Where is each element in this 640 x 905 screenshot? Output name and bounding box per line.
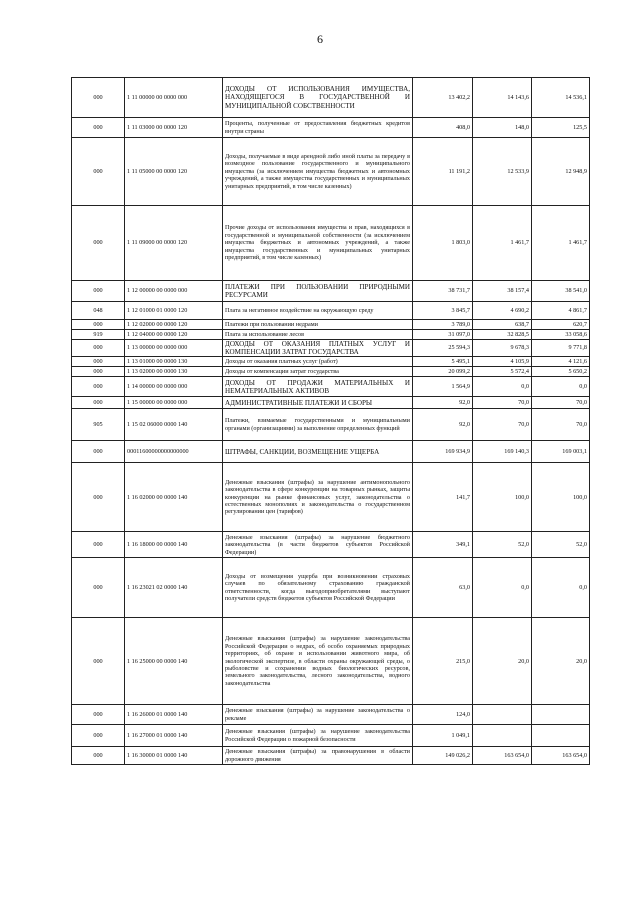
amount-year3-cell: 4 861,7 bbox=[532, 302, 590, 320]
amount-year1-cell: 149 026,2 bbox=[413, 747, 473, 765]
revenue-name-cell: ПЛАТЕЖИ ПРИ ПОЛЬЗОВАНИИ ПРИРОДНЫМИ РЕСУРСАМИ bbox=[223, 281, 413, 302]
amount-year2-cell: 70,0 bbox=[473, 397, 532, 409]
admin-code-cell: 000 bbox=[72, 367, 125, 377]
amount-year2-cell: 38 157,4 bbox=[473, 281, 532, 302]
table-row bbox=[72, 618, 590, 705]
amount-year2-cell: 169 140,3 bbox=[473, 441, 532, 463]
budget-code-cell: 1 15 00000 00 0000 000 bbox=[125, 397, 223, 409]
budget-code-cell: 1 13 02000 00 0000 130 bbox=[125, 367, 223, 377]
amount-year3-cell: 4 121,6 bbox=[532, 357, 590, 367]
amount-year1-cell: 92,0 bbox=[413, 409, 473, 441]
table-row bbox=[72, 532, 590, 558]
amount-year1-cell: 38 731,7 bbox=[413, 281, 473, 302]
amount-year3-cell: 38 541,0 bbox=[532, 281, 590, 302]
amount-year2-cell bbox=[473, 725, 532, 747]
budget-code-cell: 1 13 01000 00 0000 130 bbox=[125, 357, 223, 367]
budget-code-cell: 1 12 01000 01 0000 120 bbox=[125, 302, 223, 320]
amount-year2-cell: 4 690,2 bbox=[473, 302, 532, 320]
amount-year1-cell: 1 564,9 bbox=[413, 377, 473, 397]
budget-code-cell: 1 15 02 06000 0000 140 bbox=[125, 409, 223, 441]
budget-code-cell: 1 16 02000 00 0000 140 bbox=[125, 463, 223, 532]
revenue-name-cell: АДМИНИСТРАТИВНЫЕ ПЛАТЕЖИ И СБОРЫ bbox=[223, 397, 413, 409]
budget-code-cell: 1 16 30000 01 0000 140 bbox=[125, 747, 223, 765]
budget-code-cell: 1 11 05000 00 0000 120 bbox=[125, 138, 223, 206]
table-row bbox=[72, 78, 590, 118]
amount-year3-cell: 163 654,0 bbox=[532, 747, 590, 765]
revenue-name-cell: ДОХОДЫ ОТ ОКАЗАНИЯ ПЛАТНЫХ УСЛУГ И КОМПЕНСАЦИИ ЗАТРАТ ГОСУДАРСТВА bbox=[223, 340, 413, 357]
admin-code-cell: 000 bbox=[72, 78, 125, 118]
amount-year2-cell: 4 105,9 bbox=[473, 357, 532, 367]
table-row bbox=[72, 320, 590, 330]
admin-code-cell: 905 bbox=[72, 409, 125, 441]
amount-year2-cell: 20,0 bbox=[473, 618, 532, 705]
amount-year2-cell: 0,0 bbox=[473, 558, 532, 618]
revenue-name-cell: Доходы от компенсации затрат государства bbox=[223, 367, 413, 377]
table-row bbox=[72, 558, 590, 618]
admin-code-cell: 000 bbox=[72, 340, 125, 357]
admin-code-cell: 919 bbox=[72, 330, 125, 340]
amount-year2-cell: 638,7 bbox=[473, 320, 532, 330]
admin-code-cell: 000 bbox=[72, 397, 125, 409]
table-row bbox=[72, 747, 590, 765]
amount-year2-cell: 32 828,5 bbox=[473, 330, 532, 340]
amount-year1-cell: 3 845,7 bbox=[413, 302, 473, 320]
admin-code-cell: 000 bbox=[72, 618, 125, 705]
budget-code-cell: 1 11 09000 00 0000 120 bbox=[125, 206, 223, 281]
amount-year2-cell: 9 678,3 bbox=[473, 340, 532, 357]
revenue-name-cell: Прочие доходы от использования имущества и прав, находящихся в государственной и муниципальной собственности (за исключением имущества бюджетных и автономных учреждений, а также имущества государственных и муниципальных унитарных предприятий, в том числе казенных) bbox=[223, 206, 413, 281]
amount-year2-cell: 70,0 bbox=[473, 409, 532, 441]
budget-code-cell: 00011600000000000000 bbox=[125, 441, 223, 463]
table-row bbox=[72, 118, 590, 138]
amount-year2-cell: 100,0 bbox=[473, 463, 532, 532]
amount-year2-cell: 1 461,7 bbox=[473, 206, 532, 281]
table-row bbox=[72, 138, 590, 206]
admin-code-cell: 000 bbox=[72, 118, 125, 138]
amount-year3-cell: 12 948,9 bbox=[532, 138, 590, 206]
amount-year1-cell: 215,0 bbox=[413, 618, 473, 705]
amount-year3-cell: 9 771,8 bbox=[532, 340, 590, 357]
budget-code-cell: 1 11 00000 00 0000 000 bbox=[125, 78, 223, 118]
amount-year2-cell: 0,0 bbox=[473, 377, 532, 397]
amount-year1-cell: 31 097,0 bbox=[413, 330, 473, 340]
table-row bbox=[72, 463, 590, 532]
table-row bbox=[72, 367, 590, 377]
admin-code-cell: 000 bbox=[72, 441, 125, 463]
table-row bbox=[72, 725, 590, 747]
amount-year3-cell: 5 650,2 bbox=[532, 367, 590, 377]
amount-year3-cell: 14 536,1 bbox=[532, 78, 590, 118]
amount-year2-cell: 148,0 bbox=[473, 118, 532, 138]
amount-year2-cell: 5 572,4 bbox=[473, 367, 532, 377]
budget-code-cell: 1 16 18000 00 0000 140 bbox=[125, 532, 223, 558]
revenue-name-cell: Платежи при пользовании недрами bbox=[223, 320, 413, 330]
amount-year1-cell: 1 803,0 bbox=[413, 206, 473, 281]
table-row bbox=[72, 397, 590, 409]
table-row bbox=[72, 281, 590, 302]
amount-year2-cell: 52,0 bbox=[473, 532, 532, 558]
amount-year3-cell: 125,5 bbox=[532, 118, 590, 138]
table-row bbox=[72, 340, 590, 357]
budget-code-cell: 1 16 25000 00 0000 140 bbox=[125, 618, 223, 705]
amount-year3-cell: 20,0 bbox=[532, 618, 590, 705]
admin-code-cell: 000 bbox=[72, 705, 125, 725]
table-row bbox=[72, 330, 590, 340]
budget-code-cell: 1 11 03000 00 0000 120 bbox=[125, 118, 223, 138]
amount-year1-cell: 11 191,2 bbox=[413, 138, 473, 206]
amount-year3-cell bbox=[532, 705, 590, 725]
budget-code-cell: 1 16 23021 02 0000 140 bbox=[125, 558, 223, 618]
amount-year1-cell: 25 594,3 bbox=[413, 340, 473, 357]
amount-year1-cell: 13 402,2 bbox=[413, 78, 473, 118]
revenue-name-cell: Плата за использование лесов bbox=[223, 330, 413, 340]
admin-code-cell: 000 bbox=[72, 463, 125, 532]
budget-code-cell: 1 12 04000 00 0000 120 bbox=[125, 330, 223, 340]
revenue-name-cell: Денежные взыскания (штрафы) за нарушение бюджетного законодательства (в части бюджетов субъектов Российской Федерации) bbox=[223, 532, 413, 558]
amount-year1-cell: 20 099,2 bbox=[413, 367, 473, 377]
amount-year3-cell: 620,7 bbox=[532, 320, 590, 330]
amount-year3-cell: 1 461,7 bbox=[532, 206, 590, 281]
amount-year3-cell: 169 003,1 bbox=[532, 441, 590, 463]
amount-year1-cell: 141,7 bbox=[413, 463, 473, 532]
table-row bbox=[72, 409, 590, 441]
revenue-name-cell: Денежные взыскания (штрафы) за нарушение законодательства о рекламе bbox=[223, 705, 413, 725]
amount-year3-cell: 100,0 bbox=[532, 463, 590, 532]
amount-year1-cell: 1 049,1 bbox=[413, 725, 473, 747]
revenue-name-cell: ДОХОДЫ ОТ ПРОДАЖИ МАТЕРИАЛЬНЫХ И НЕМАТЕРИАЛЬНЫХ АКТИВОВ bbox=[223, 377, 413, 397]
amount-year2-cell: 163 654,0 bbox=[473, 747, 532, 765]
revenue-name-cell: Денежные взыскания (штрафы) за нарушение законодательства Российской Федерации о недрах, об особо охраняемых природных территориях, об охране и использовании животного мира, об экологической экспертизе, в области охраны окружающей среды, о рыболовстве и сохранении водных биологических ресурсов, земельного законодательства, лесного законодательства, водного законодательства bbox=[223, 618, 413, 705]
revenue-name-cell: Доходы, получаемые в виде арендной либо иной платы за передачу в возмездное пользование государственного и муниципального имущества (за исключением имущества бюджетных и автономных учреждений, а также имущества государственных и муниципальных унитарных предприятий, в том числе казенных) bbox=[223, 138, 413, 206]
table-row bbox=[72, 302, 590, 320]
revenue-name-cell: ШТРАФЫ, САНКЦИИ, ВОЗМЕЩЕНИЕ УЩЕРБА bbox=[223, 441, 413, 463]
revenue-table bbox=[71, 77, 590, 765]
revenue-name-cell: Денежные взыскания (штрафы) за правонарушения в области дорожного движения bbox=[223, 747, 413, 765]
table-row bbox=[72, 441, 590, 463]
budget-code-cell: 1 16 26000 01 0000 140 bbox=[125, 705, 223, 725]
budget-code-cell: 1 12 00000 00 0000 000 bbox=[125, 281, 223, 302]
amount-year3-cell: 52,0 bbox=[532, 532, 590, 558]
amount-year1-cell: 124,0 bbox=[413, 705, 473, 725]
admin-code-cell: 000 bbox=[72, 747, 125, 765]
admin-code-cell: 000 bbox=[72, 320, 125, 330]
amount-year2-cell: 12 533,9 bbox=[473, 138, 532, 206]
amount-year3-cell: 0,0 bbox=[532, 377, 590, 397]
amount-year1-cell: 3 789,0 bbox=[413, 320, 473, 330]
amount-year2-cell: 14 143,6 bbox=[473, 78, 532, 118]
amount-year1-cell: 169 934,9 bbox=[413, 441, 473, 463]
admin-code-cell: 000 bbox=[72, 206, 125, 281]
amount-year3-cell: 70,0 bbox=[532, 409, 590, 441]
budget-code-cell: 1 12 02000 00 0000 120 bbox=[125, 320, 223, 330]
table-row bbox=[72, 206, 590, 281]
amount-year1-cell: 63,0 bbox=[413, 558, 473, 618]
amount-year3-cell: 0,0 bbox=[532, 558, 590, 618]
admin-code-cell: 000 bbox=[72, 725, 125, 747]
revenue-name-cell: Доходы от оказания платных услуг (работ) bbox=[223, 357, 413, 367]
admin-code-cell: 000 bbox=[72, 281, 125, 302]
revenue-name-cell: Плата за негативное воздействие на окружающую среду bbox=[223, 302, 413, 320]
amount-year1-cell: 92,0 bbox=[413, 397, 473, 409]
amount-year3-cell: 70,0 bbox=[532, 397, 590, 409]
revenue-name-cell: Денежные взыскания (штрафы) за нарушение антимонопольного законодательства в сфере конкуренции на товарных рынках, защиты конкуренции на рынке финансовых услуг, законодательства о естественных монополиях и законодательства о государственном регулировании цен (тарифов) bbox=[223, 463, 413, 532]
amount-year1-cell: 5 495,1 bbox=[413, 357, 473, 367]
table-row bbox=[72, 377, 590, 397]
revenue-name-cell: Денежные взыскания (штрафы) за нарушение законодательства Российской Федерации о пожарной безопасности bbox=[223, 725, 413, 747]
table-row bbox=[72, 357, 590, 367]
admin-code-cell: 000 bbox=[72, 377, 125, 397]
admin-code-cell: 000 bbox=[72, 558, 125, 618]
table-row bbox=[72, 705, 590, 725]
budget-code-cell: 1 14 00000 00 0000 000 bbox=[125, 377, 223, 397]
admin-code-cell: 000 bbox=[72, 532, 125, 558]
amount-year1-cell: 408,0 bbox=[413, 118, 473, 138]
page-number: 6 bbox=[317, 32, 323, 46]
revenue-name-cell: Проценты, полученные от предоставления бюджетных кредитов внутри страны bbox=[223, 118, 413, 138]
amount-year3-cell bbox=[532, 725, 590, 747]
admin-code-cell: 048 bbox=[72, 302, 125, 320]
amount-year3-cell: 33 058,6 bbox=[532, 330, 590, 340]
admin-code-cell: 000 bbox=[72, 138, 125, 206]
budget-code-cell: 1 16 27000 01 0000 140 bbox=[125, 725, 223, 747]
amount-year1-cell: 349,1 bbox=[413, 532, 473, 558]
revenue-name-cell: Платежи, взимаемые государственными и муниципальными органами (организациями) за выполнение определенных функций bbox=[223, 409, 413, 441]
admin-code-cell: 000 bbox=[72, 357, 125, 367]
revenue-name-cell: ДОХОДЫ ОТ ИСПОЛЬЗОВАНИЯ ИМУЩЕСТВА, НАХОДЯЩЕГОСЯ В ГОСУДАРСТВЕННОЙ И МУНИЦИПАЛЬНОЙ СОБСТВЕННОСТИ bbox=[223, 78, 413, 118]
budget-code-cell: 1 13 00000 00 0000 000 bbox=[125, 340, 223, 357]
revenue-name-cell: Доходы от возмещения ущерба при возникновении страховых случаев по обязательному страхованию гражданской ответственности, когда выгодоприобретателями выступают получатели средств бюджетов субъектов Российской Федерации bbox=[223, 558, 413, 618]
amount-year2-cell bbox=[473, 705, 532, 725]
